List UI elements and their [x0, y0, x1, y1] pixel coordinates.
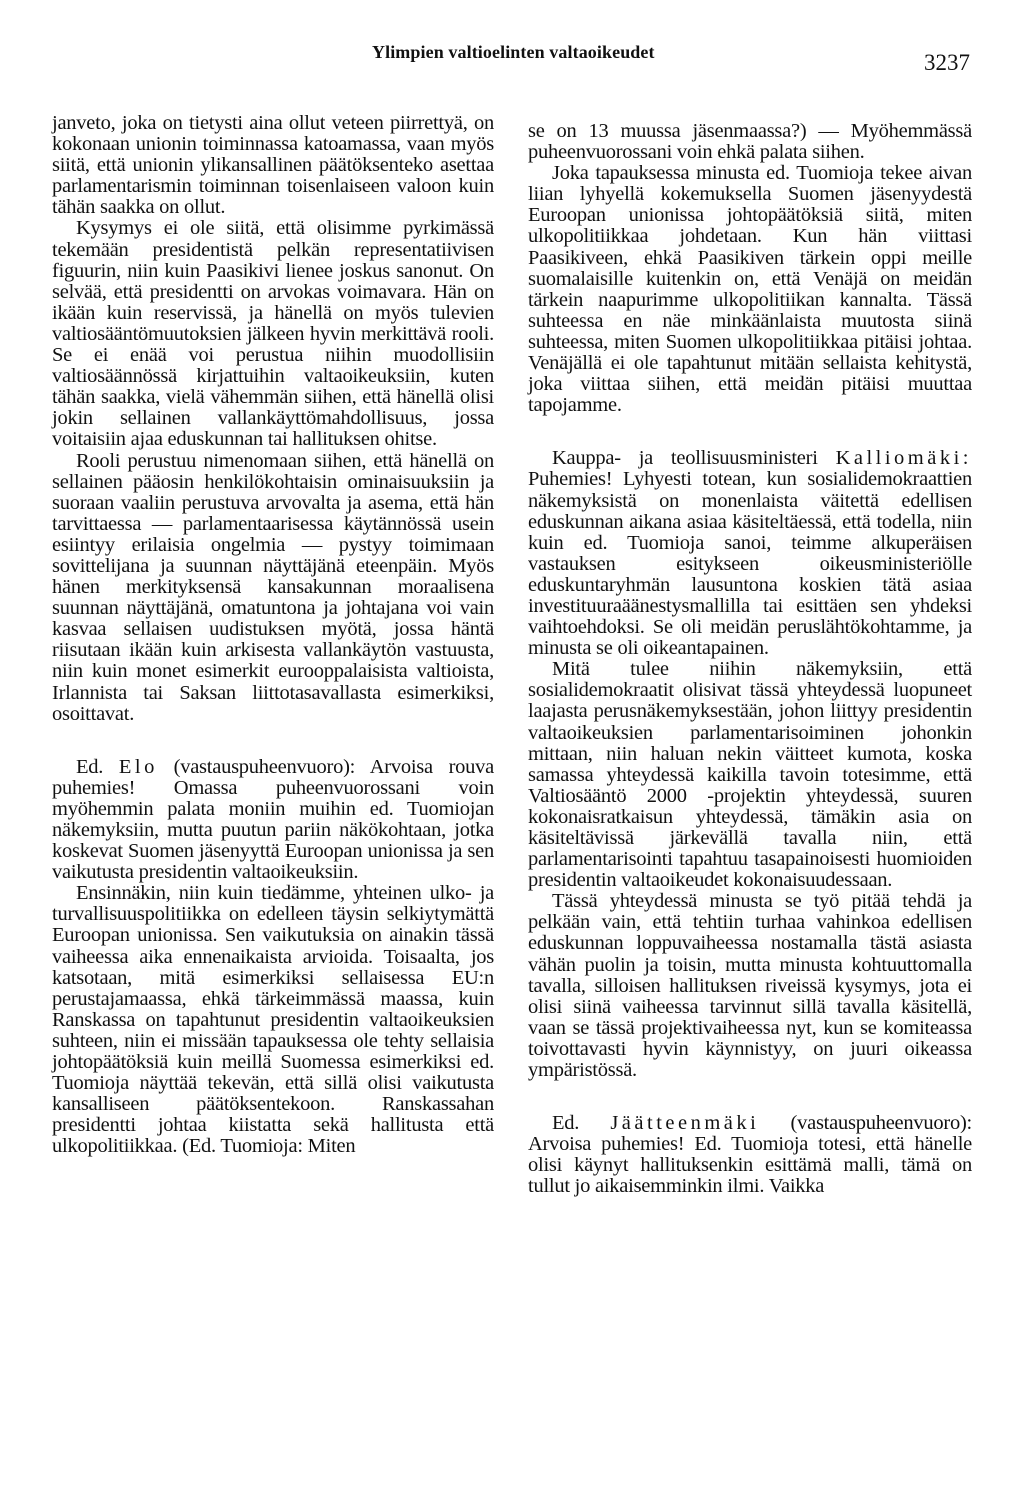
speaker-name: Kalliomäki:	[835, 447, 972, 470]
paragraph: Joka tapauksessa minusta ed. Tuomioja tekee aivan liian lyhyellä kokemuksella Suomen jäsenyydestä Euroopan unionissa johtopäätöksiä siitä, miten ulkopolitiikkaa johdetaan. Kun hän viittasi Paasikiveen, ehkä Paasikiven tärkein oppi meille suomalaisille kuitenkin on, että Venäjä on meidän tärkein naapurimme ulkopolitiikan kannalta. Tässä suhteessa en näe minkäänlaista muutosta siinä suhteessa, miten Suomen ulkopolitiikkaa pitäisi johtaa. Venäjällä ei ole tapahtunut mitään sellaista kehitystä, joka viittaa siihen, että meidän pitäisi muuttaa tapojamme.	[528, 162, 972, 417]
speaker-name: Elo	[118, 755, 158, 778]
paragraph: Mitä tulee niihin näkemyksiin, että sosialidemokraatit olisivat tässä yhteydessä luopuneet laajasta perusnäkemyksestään, johon liittyy presidentin valtaoikeuksien parlamentarisoiminen johonkin mittaan, niin haluan nekin väitteet kumota, koska samassa yhteydessä kaikilla tavoin totesimme, että Valtiosääntö 2000 -projektin yhteydessä, suuren kokonaisratkaisun yhteydessä, tämäkin asia on käsiteltävissä järkevällä tavalla niin, että parlamentarisointi tapahtuu tasapainoisesti huomioiden presidentin valtaoikeudet kokonaisuudessaan.	[528, 658, 972, 892]
left-column	[52, 113, 494, 1158]
speech-text: (vastauspuheenvuoro): Arvoisa rouva puhemies! Omassa puheenvuorossani voin myöhemmin palata moniin muihin ed. Tuomiojan näkemyksiin, mutta puutun pariin näkökohtaan, jotka koskevat Suomen jäsenyyttä Euroopan unionissa ja sen vaikutusta presidentin valtaoikeuksiin.	[52, 755, 495, 884]
speech-paragraph	[528, 1113, 972, 1197]
speech-paragraph	[52, 757, 494, 884]
speech-text: (vastauspuheenvuoro): Arvoisa puhemies! Ed. Tuomioja totesi, että hänelle olisi käynyt hallituksenkin esittämä malli, tämä on tullut jo aikaisemminkin ilmi. Vaikka	[528, 1112, 972, 1198]
paragraph: Tässä yhteydessä minusta se työ pitää tehdä ja pelkään vain, että tehtiin turhaa vahinkoa edellisen eduskunnan loppuvaiheessa nostamalla tästä asiasta vähän puolin ja toisin, mutta minusta kohtuuttomalla tavalla, silloisen hallituksen riveissä kysymys, jota ei olisi siinä vaiheessa tarvinnut sillä tavalla käsitellä, vaan se tässä projektivaiheessa nyt, kun se komiteassa toivottavasti hyvin käynnistyy, on juuri oikeassa ympäristössä.	[528, 890, 972, 1082]
paragraph: se on 13 muussa jäsenmaassa?) — Myöhemmässä puheenvuorossani voin ehkä palata siihen.	[528, 120, 972, 164]
speaker-name: Jäätteenmäki	[610, 1112, 760, 1135]
speech-paragraph	[528, 448, 972, 659]
right-column	[528, 121, 972, 1198]
speech-text: Puhemies! Lyhyesti totean, kun sosialidemokraattien näkemyksistä on monenlaista väitettä edellisen eduskunnan aikana asiaa käsiteltäessä, että todella, niin kuin ed. Tuomioja sanoi, teimme alkuperäisen vastauksen esitykseen oikeusministeriölle eduskuntaryhmän lausuntona koskien tätä asiaa investituuraäänestysmallilla tai esittäen sen yhdeksi vaihtoehdoksi. Se oli meidän peruslähtökohtamme, ja minusta se oli oikeantapainen.	[528, 468, 972, 660]
speech-lead: Ed.	[76, 755, 104, 778]
paragraph: Rooli perustuu nimenomaan siihen, että hänellä on sellainen pääosin henkilökohtaisin ominaisuuksiin ja suoraan vaaliin perustuva arvovalta ja asema, että hän tarvittaessa — parlamentaarisessa käytännössä usein esiintyy erilaisia ongelmia — pystyy toimimaan sovittelijana ja suunnan näyttäjänä eteenpäin. Myös hänen merkityksensä kansakunnan moraalisena suunnan näyttäjänä, omatuntona ja johtajana voi vain kasvaa sellaisen uudistuksen myötä, jossa häntä riisutaan ikään kuin arkisesta vallankäytön vastuusta, niin kuin monet esimerkit eurooppalaisista valtioista, Irlannista tai Saksan liittotasavallasta esimerkiksi, osoittavat.	[52, 449, 494, 725]
paragraph: Ensinnäkin, niin kuin tiedämme, yhteinen ulko- ja turvallisuuspolitiikka on edelleen täysin selkiytymättä Euroopan unionissa. Sen vaikutuksia on ainakin tässä vaiheessa aika ennenaikaista arvioida. Toisaalta, jos katsotaan, mitä esimerkiksi sellaisessa EU:n perustajamaassa, ehkä tärkeimmässä maassa, kuin Ranskassa on tapahtunut presidentin valtaoikeuksien suhteen, niin ei missään tapauksessa ole tehty sellaisia johtopäätöksiä kuin meillä Suomessa esimerkiksi ed. Tuomioja näyttää tekevän, että sillä olisi vaikutusta kansalliseen päätöksentekoon. Ranskassahan presidentti johtaa kiistatta sekä hallitusta että ulkopolitiikkaa. (Ed. Tuomioja: Miten	[52, 882, 494, 1158]
running-header-title: Ylimpien valtioelinten valtaoikeudet	[372, 42, 655, 62]
paragraph: Kysymys ei ole siitä, että olisimme pyrkimässä tekemään presidentistä pelkän representatiivisen figuurin, niin kuin Paasikivi lienee joskus sanonut. On selvää, että presidentti on arvokas voimavara. Hän on ikään kuin reservissä, ja hänellä on myös tulevien valtiosääntömuutoksien jälkeen hyvin merkittävä rooli. Se ei enää voi perustua niihin muodollisiin valtiosäännössä kirjattuihin valtaoikeuksiin, kuten tähän saakka, vielä vähemmän siihen, että hänellä olisi jokin sellainen vallankäyttömahdollisuus, jossa voitaisiin ajaa eduskunnan tai hallituksen ohitse.	[52, 217, 494, 451]
speech-lead: Ed.	[552, 1112, 580, 1135]
speech-lead: Kauppa- ja teollisuusministeri	[552, 447, 818, 470]
paragraph: janveto, joka on tietysti aina ollut veteen piirrettyä, on kokonaan unionin toiminnassa katoamassa, vaan myös siitä, että unionin ylikansallinen päätöksenteko asettaa parlamentarismin toiminnan toisenlaiseen valoon kuin tähän saakka on ollut.	[52, 112, 494, 219]
page-number: 3237	[924, 50, 970, 75]
